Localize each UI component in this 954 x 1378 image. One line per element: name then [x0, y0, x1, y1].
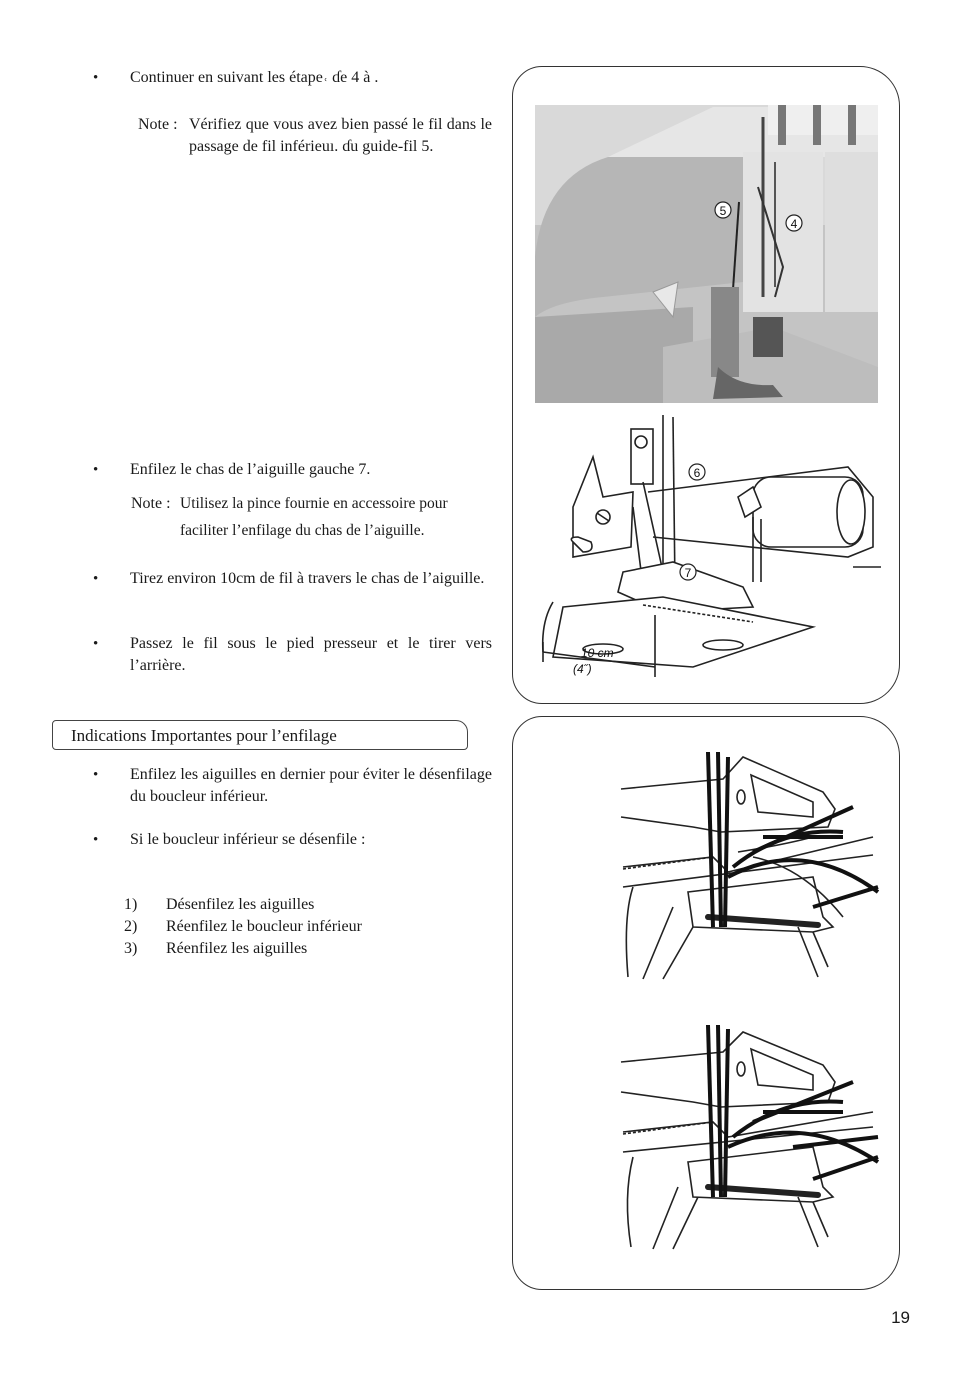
section-header: [52, 720, 468, 750]
looper-illustrations: [513, 717, 899, 1289]
bullet-marker: •: [93, 462, 99, 478]
note-text: faciliter l’enfilage du chas de l’aiguille.: [180, 522, 425, 539]
note-label: Note :: [131, 495, 171, 512]
step-needle-eye-text: Enfilez le chas de l’aiguille gauche 7.: [130, 461, 371, 478]
note-label: Note :: [138, 116, 178, 133]
measure-imperial-label: (4˝): [573, 662, 592, 676]
figure-panel-looper: [512, 716, 900, 1290]
machine-photo: [535, 105, 878, 403]
tip-looper-unthreaded: Si le boucleur inférieur se désenfile :: [130, 831, 366, 848]
guide-5-label: 5: [719, 204, 727, 218]
bullet-marker: •: [93, 70, 99, 86]
measure-metric-label: 10 cm: [581, 646, 614, 660]
threading-illustrations: [513, 67, 899, 703]
section-title: Indications Importantes pour l’enfilage: [71, 726, 337, 745]
list-item: 2) Réenfilez le boucleur inférieur: [124, 918, 362, 935]
guide-4-label: 4: [790, 217, 798, 231]
list-item: 1) Désenfilez les aiguilles: [124, 896, 315, 913]
label-6: 6: [693, 466, 701, 480]
figure-panel-threading: [512, 66, 900, 704]
list-item: 3) Réenfilez les aiguilles: [124, 940, 308, 957]
page-number: 19: [891, 1308, 910, 1327]
note-text: Utilisez la pince fournie en accessoire pour: [180, 495, 448, 512]
needle-threading-drawing: [543, 415, 881, 677]
rethread-steps-list: [124, 894, 424, 960]
label-7: 7: [684, 566, 692, 580]
step-continue-text: Continuer en suivant les étape˓ ɗe 4 à .: [130, 69, 379, 86]
bullet-marker: •: [93, 767, 99, 783]
step-presser-foot-text: Passez le fil sous le pied presseur et le tirer vers l’arrière.: [130, 635, 492, 674]
tip-thread-needles-last: Enfilez les aiguilles en dernier pour éviter le désenfilage du boucleur inférieur.: [130, 766, 492, 805]
bullet-marker: •: [93, 636, 99, 652]
step-pull-thread-text: Tirez environ 10cm de fil à travers le chas de l’aiguille.: [130, 570, 485, 587]
bullet-marker: •: [93, 571, 99, 587]
note-text: Vérifiez que vous avez bien passé le fil dans le passage de fil inférieuı. ɗu guide-fil 5.: [189, 116, 492, 155]
bullet-marker: •: [93, 832, 99, 848]
